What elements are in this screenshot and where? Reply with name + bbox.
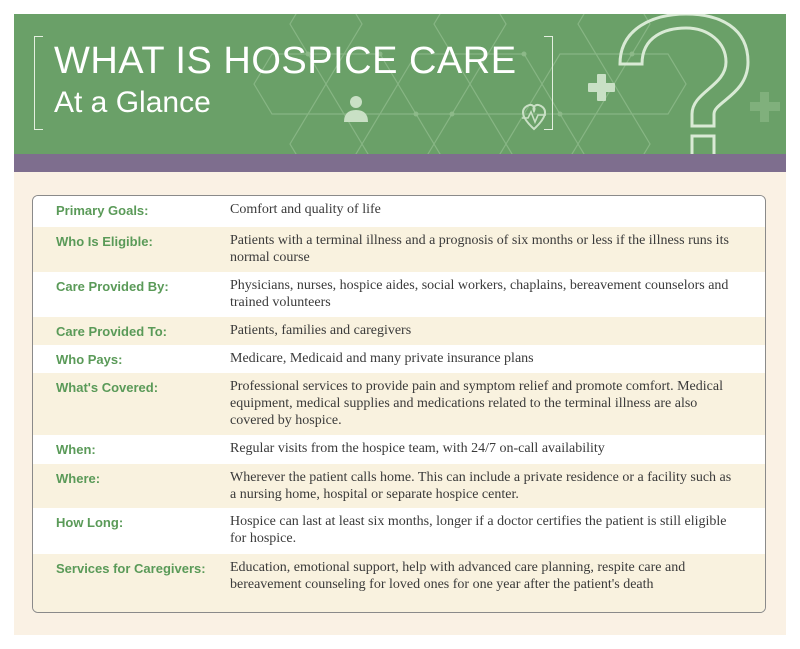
- row-value: Patients with a terminal illness and a prognosis of six months or less if the illness runs its normal course: [230, 233, 729, 265]
- row-value: Patients, families and caregivers: [230, 323, 412, 338]
- row-value: Wherever the patient calls home. This can include a private residence or a facility such as a nursing home, hospital or separate hospice center.: [230, 470, 732, 502]
- row-value: Professional services to provide pain and symptom relief and promote comfort. Medical equipment, medical supplies and medications related to the terminal illness are also covered by hospice.: [230, 379, 723, 428]
- row-label: When:: [56, 442, 96, 457]
- row-label: Care Provided By:: [56, 279, 169, 294]
- row-value: Regular visits from the hospice team, with 24/7 on-call availability: [230, 441, 605, 456]
- row-label: Services for Caregivers:: [56, 561, 206, 576]
- title-bracket-right: [544, 36, 553, 130]
- row-value: Medicare, Medicaid and many private insurance plans: [230, 351, 534, 366]
- row-value: Comfort and quality of life: [230, 202, 381, 217]
- table-row: [33, 554, 765, 612]
- row-label: Where:: [56, 471, 101, 486]
- table-row: [33, 227, 765, 272]
- heartbeat-icon: [522, 105, 546, 129]
- page-subtitle: At a Glance: [54, 86, 211, 119]
- table-row: [33, 317, 765, 345]
- row-value: Hospice can last at least six months, longer if a doctor certifies the patient is still eligible for hospice.: [230, 514, 727, 546]
- doctor-icon: [344, 96, 368, 122]
- row-label: How Long:: [56, 515, 124, 530]
- table-row: [33, 345, 765, 373]
- page-title: WHAT IS HOSPICE CARE: [54, 40, 517, 82]
- question-mark-icon: [620, 14, 748, 154]
- row-value: Education, emotional support, help with advanced care planning, respite care and bereavement counseling for loved ones for one year after the patient's death: [230, 560, 686, 592]
- header-band: [14, 154, 786, 172]
- row-label: What's Covered:: [56, 380, 159, 395]
- title-bracket-left: [34, 36, 43, 130]
- hexagon-pattern: [14, 14, 786, 154]
- table-row: [33, 373, 765, 435]
- row-label: Who Pays:: [56, 352, 123, 367]
- row-label: Who Is Eligible:: [56, 234, 153, 249]
- row-label: Care Provided To:: [56, 324, 168, 339]
- row-label: Primary Goals:: [56, 203, 149, 218]
- row-value: Physicians, nurses, hospice aides, social workers, chaplains, bereavement counselors and trained volunteers: [230, 278, 729, 310]
- table-row: [33, 196, 765, 227]
- table-row: [33, 508, 765, 554]
- info-table: [32, 195, 766, 613]
- header-banner: [14, 14, 786, 154]
- table-row: [33, 435, 765, 464]
- table-row: [33, 272, 765, 317]
- table-row: [33, 464, 765, 508]
